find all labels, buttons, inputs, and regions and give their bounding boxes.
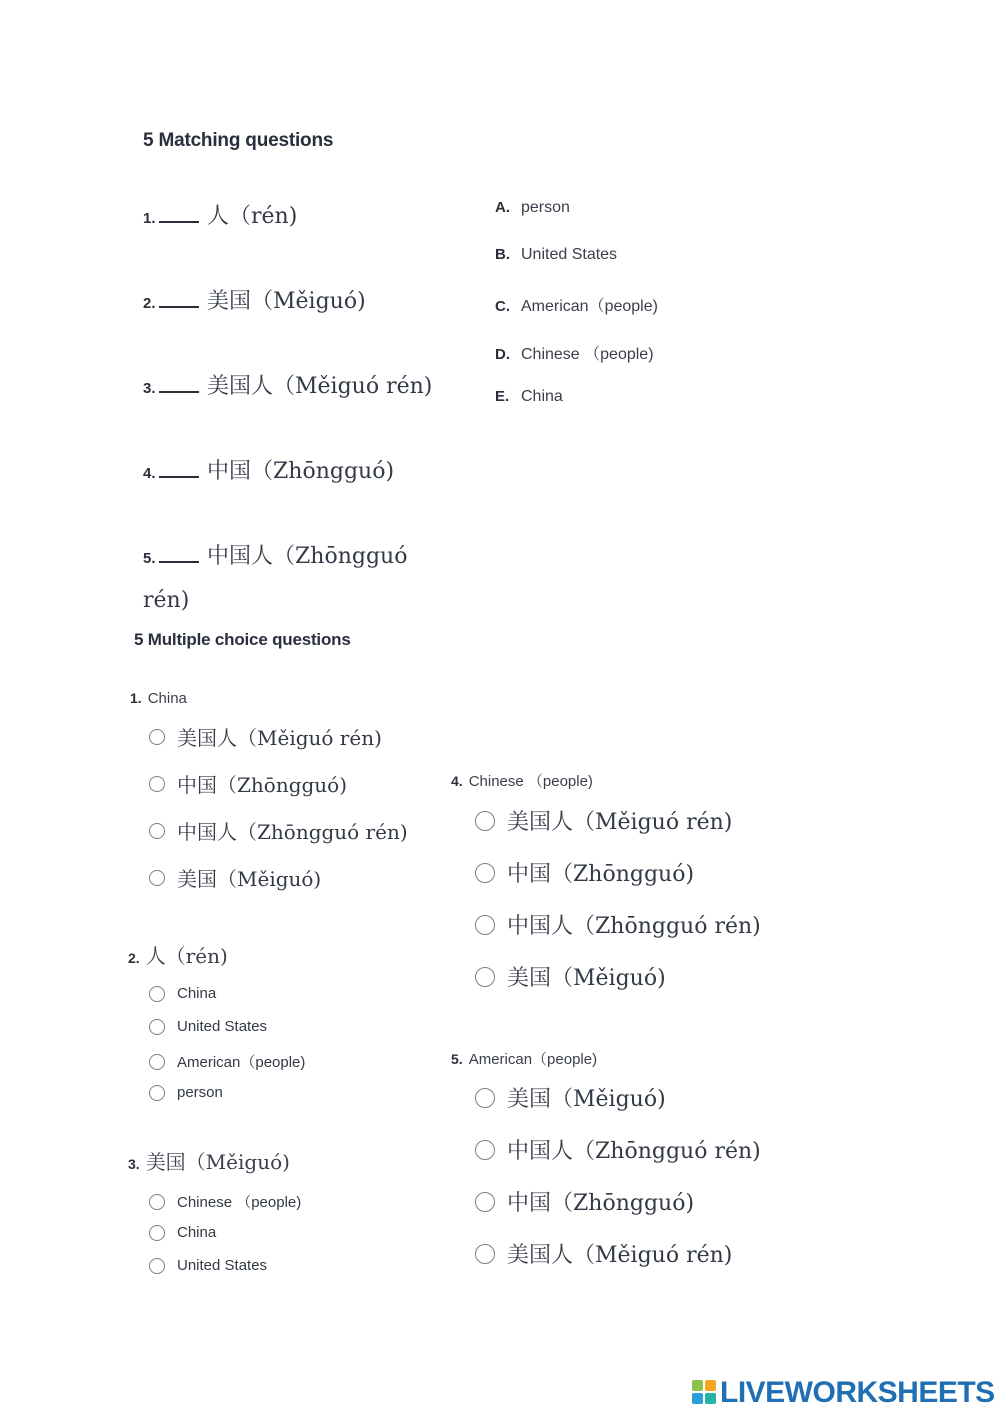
mc-option[interactable]: [475, 857, 694, 888]
radio-button[interactable]: [475, 1192, 495, 1212]
mc-option[interactable]: [149, 1224, 216, 1241]
logo-tile-teal: [705, 1393, 716, 1404]
matching-question: [143, 196, 463, 240]
option-label: American（people): [177, 1054, 306, 1071]
question-number: 4.: [143, 465, 156, 482]
option-label: 中国（Zhōngguó): [177, 773, 348, 797]
question-number: 1.: [143, 210, 156, 227]
question-stem: 人（rén): [145, 944, 228, 968]
question-number: 5.: [451, 1051, 463, 1067]
option-label: China: [177, 1224, 217, 1241]
radio-button[interactable]: [149, 776, 165, 792]
mc-option[interactable]: [475, 1082, 666, 1113]
option-label: United States: [177, 1257, 268, 1274]
radio-button[interactable]: [149, 1054, 165, 1070]
matching-answer: [495, 199, 570, 217]
answer-blank[interactable]: [159, 466, 199, 478]
question-text: 中国（Zhōngguó): [207, 459, 395, 484]
radio-button[interactable]: [475, 863, 495, 883]
mc-option[interactable]: [475, 1238, 732, 1269]
question-stem: China: [147, 690, 187, 707]
question-stem: American（people): [468, 1051, 598, 1068]
radio-button[interactable]: [475, 811, 495, 831]
answer-letter: D.: [495, 346, 510, 363]
answer-letter: A.: [495, 199, 510, 216]
mc-option[interactable]: [149, 1257, 267, 1274]
matching-answer: [495, 246, 617, 264]
matching-answer: [495, 388, 563, 406]
option-label: 美国（Měiguó): [177, 867, 322, 891]
option-label: Chinese （people): [177, 1194, 302, 1211]
answer-text: China: [521, 388, 563, 405]
answer-letter: E.: [495, 388, 510, 405]
option-label: 中国人（Zhōngguó rén): [177, 820, 408, 844]
radio-button[interactable]: [475, 915, 495, 935]
answer-letter: B.: [495, 246, 510, 263]
answer-blank[interactable]: [159, 551, 199, 563]
radio-button[interactable]: [149, 1258, 165, 1274]
radio-button[interactable]: [475, 1244, 495, 1264]
question-number: 2.: [128, 950, 140, 966]
question-number: 2.: [143, 295, 156, 312]
question-number: 1.: [130, 690, 142, 706]
option-label: United States: [177, 1018, 268, 1035]
answer-text: Chinese （people): [521, 346, 654, 363]
radio-button[interactable]: [475, 1088, 495, 1108]
mc-option[interactable]: [149, 863, 321, 892]
radio-button[interactable]: [149, 870, 165, 886]
logo-tile-orange: [705, 1380, 716, 1391]
answer-blank[interactable]: [159, 381, 199, 393]
mc-option[interactable]: [149, 1018, 267, 1035]
radio-button[interactable]: [149, 823, 165, 839]
logo-text: LIVEWORKSHEETS: [720, 1376, 995, 1409]
mc-option[interactable]: [475, 961, 666, 992]
option-label: 美国人（Měiguó rén): [507, 1243, 733, 1268]
matching-answer: [495, 293, 658, 316]
multiple-choice-title: 5 Multiple choice questions: [134, 630, 351, 649]
question-text: 美国（Měiguó): [207, 289, 366, 314]
option-label: 美国（Měiguó): [507, 966, 666, 991]
option-label: 美国人（Měiguó rén): [507, 810, 733, 835]
matching-answer: [495, 341, 654, 364]
answer-blank[interactable]: [159, 296, 199, 308]
mc-option[interactable]: [149, 1051, 305, 1072]
mc-option[interactable]: [475, 805, 732, 836]
logo-mark-icon: [692, 1380, 718, 1406]
radio-button[interactable]: [475, 967, 495, 987]
question-number: 3.: [128, 1156, 140, 1172]
radio-button[interactable]: [149, 729, 165, 745]
option-label: 中国（Zhōngguó): [507, 862, 695, 887]
mc-option[interactable]: [149, 769, 347, 798]
mc-option[interactable]: [149, 1191, 301, 1212]
radio-button[interactable]: [149, 1019, 165, 1035]
mc-option[interactable]: [475, 1186, 694, 1217]
question-text: 中国人（Zhōngguó rén): [143, 544, 408, 613]
answer-text: United States: [521, 246, 618, 263]
answer-letter: C.: [495, 298, 510, 315]
radio-button[interactable]: [149, 1194, 165, 1210]
option-label: 美国人（Měiguó rén): [177, 726, 382, 750]
question-number: 5.: [143, 550, 156, 567]
mc-option[interactable]: [149, 722, 382, 751]
option-label: 中国人（Zhōngguó rén): [507, 914, 761, 939]
radio-button[interactable]: [149, 986, 165, 1002]
answer-text: American（people): [521, 298, 658, 315]
liveworksheets-logo: [692, 1376, 995, 1410]
question-text: 人（rén): [207, 204, 298, 229]
matching-title: 5 Matching questions: [143, 130, 334, 151]
mc-question-4: [451, 770, 593, 791]
option-label: 美国（Měiguó): [507, 1087, 666, 1112]
mc-question-2: [128, 940, 228, 969]
question-stem: 美国（Měiguó): [145, 1150, 290, 1174]
answer-blank[interactable]: [159, 211, 199, 223]
mc-option[interactable]: [149, 1084, 223, 1101]
matching-question: [143, 366, 463, 410]
mc-option[interactable]: [149, 816, 408, 845]
matching-question: [143, 281, 463, 325]
question-number: 3.: [143, 380, 156, 397]
question-text: 美国人（Měiguó rén): [207, 374, 433, 399]
mc-question-3: [128, 1146, 290, 1175]
mc-option[interactable]: [475, 909, 761, 940]
logo-tile-green: [692, 1380, 703, 1391]
matching-question: [143, 536, 443, 624]
question-number: 4.: [451, 773, 463, 789]
mc-option[interactable]: [475, 1134, 761, 1165]
mc-question-5: [451, 1048, 597, 1069]
radio-button[interactable]: [149, 1085, 165, 1101]
matching-question: [143, 451, 463, 495]
question-stem: Chinese （people): [468, 773, 593, 790]
option-label: China: [177, 985, 217, 1002]
radio-button[interactable]: [149, 1225, 165, 1241]
option-label: person: [177, 1084, 223, 1101]
option-label: 中国人（Zhōngguó rén): [507, 1139, 761, 1164]
answer-text: person: [521, 199, 570, 216]
mc-question-1: [130, 690, 187, 708]
radio-button[interactable]: [475, 1140, 495, 1160]
mc-option[interactable]: [149, 985, 216, 1002]
logo-tile-blue: [692, 1393, 703, 1404]
option-label: 中国（Zhōngguó): [507, 1191, 695, 1216]
